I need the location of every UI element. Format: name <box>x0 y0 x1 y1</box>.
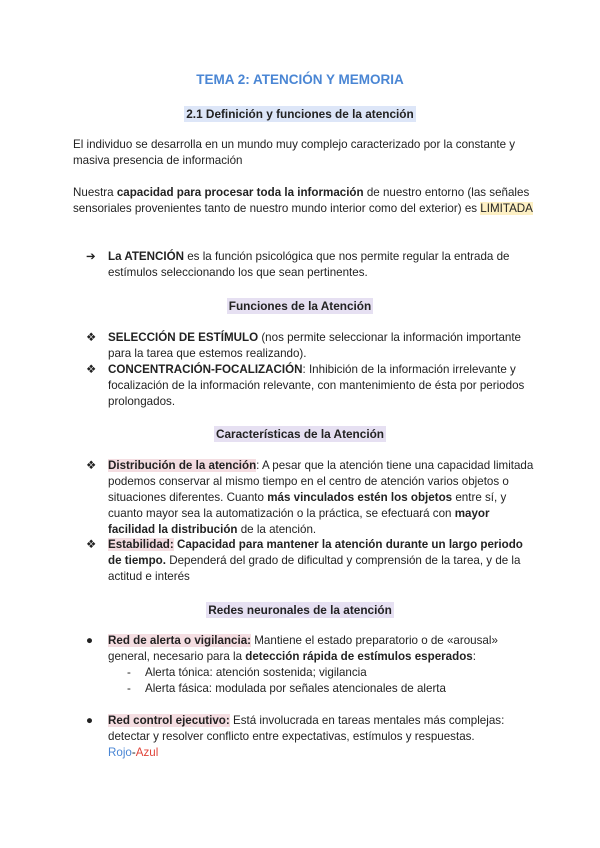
section-heading-text: Funciones de la Atención <box>228 299 372 313</box>
document-title: TEMA 2: ATENCIÓN Y MEMORIA <box>196 72 404 87</box>
separator: - <box>131 746 136 759</box>
list-item-red <box>86 633 536 665</box>
list-item-caracteristica <box>86 458 536 538</box>
circle-bullet-icon: ● <box>86 634 94 647</box>
section-heading-definicion <box>0 106 600 122</box>
section-heading-text: Características de la Atención <box>215 427 385 441</box>
sub-item-text: Alerta tónica: atención sostenida; vigilancia <box>145 666 367 679</box>
paragraph-text: Nuestra <box>73 186 117 199</box>
colored-word-azul: Azul <box>135 746 159 759</box>
arrow-item-atencion <box>86 249 536 281</box>
item-text: es la función psicológica que nos permite regular la entrada de estímulos seleccionando los que sean pertinentes. <box>108 250 510 279</box>
sub-item-alerta <box>127 665 527 681</box>
diamond-bullet-icon: ❖ <box>86 538 97 551</box>
item-text: Está involucrada en tareas mentales más complejas: detectar y resolver conflicto entre expectativas, estímulos y respuestas. <box>108 714 505 743</box>
highlight-limitada: LIMITADA <box>480 202 533 215</box>
section-heading-text: 2.1 Definición y funciones de la atención <box>186 107 414 121</box>
arrow-icon: ➔ <box>86 250 96 263</box>
diamond-bullet-icon: ❖ <box>86 459 97 472</box>
item-text: : A pesar que la atención tiene una capacidad limitada podemos conservar al mismo tiempo en el centro de atención varios objetos o situaciones diferentes. Cuanto <box>108 459 534 504</box>
section-heading-redes <box>0 602 600 618</box>
paragraph-capacidad <box>73 185 533 217</box>
section-heading-text: Redes neuronales de la atención <box>208 603 392 617</box>
diamond-bullet-icon: ❖ <box>86 331 97 344</box>
bold-text: CONCENTRACIÓN-FOCALIZACIÓN <box>108 363 303 376</box>
list-item-caracteristica <box>86 537 536 585</box>
item-text: : <box>472 650 476 663</box>
bold-text: más vinculados estén los objetos <box>267 491 453 504</box>
paragraph-text: de nuestro entorno (las señales sensoriales provenientes tanto de nuestro mundo interior como del exterior) es <box>73 186 530 215</box>
bold-text: mayor facilidad la distribución <box>108 507 490 536</box>
section-heading-caracteristicas <box>0 426 600 442</box>
list-item-funcion <box>86 330 536 362</box>
item-text: : Inhibición de la información irrelevante y focalización de la información relevante, con mantenimiento de ésta por periodos prolongados. <box>108 363 525 408</box>
colored-word-rojo: Rojo <box>108 746 132 759</box>
bold-text: La ATENCIÓN <box>108 250 185 263</box>
circle-bullet-icon: ● <box>86 714 94 727</box>
paragraph-intro: El individuo se desarrolla en un mundo muy complejo caracterizado por la constante y masiva presencia de información <box>73 138 516 167</box>
diamond-bullet-icon: ❖ <box>86 363 97 376</box>
bold-text: detección rápida de estímulos esperados <box>245 650 473 663</box>
highlight-label: Red control ejecutivo: <box>108 714 230 727</box>
item-text: entre sí, y cuanto mayor sea la automatización o la práctica, se efectuará con <box>108 491 507 520</box>
dash-bullet-icon: - <box>127 682 131 695</box>
bold-text: capacidad para procesar toda la información <box>116 186 364 199</box>
sub-item-alerta <box>127 681 527 697</box>
list-item-funcion <box>86 362 536 410</box>
item-text: Dependerá del grado de dificultad y comprensión de la tarea, y de la actitud e interés <box>108 554 521 583</box>
highlight-label: Distribución de la atención <box>108 459 257 472</box>
dash-bullet-icon: - <box>127 666 131 679</box>
bold-text: Capacidad para mantener la atención durante un largo periodo de tiempo. <box>108 538 523 567</box>
highlight-label: Estabilidad: <box>108 538 174 551</box>
highlight-label: Red de alerta o vigilancia: <box>108 634 252 647</box>
list-item-red <box>86 713 536 761</box>
item-text: Mantiene el estado preparatorio o de «arousal» general, necesario para la <box>108 634 498 663</box>
item-text: (nos permite seleccionar la información importante para la tarea que estemos realizando). <box>108 331 522 360</box>
item-text: de la atención. <box>237 523 317 536</box>
section-heading-funciones <box>0 298 600 314</box>
sub-item-text: Alerta fásica: modulada por señales atencionales de alerta <box>145 682 446 695</box>
bold-text: SELECCIÓN DE ESTÍMULO <box>108 331 259 344</box>
